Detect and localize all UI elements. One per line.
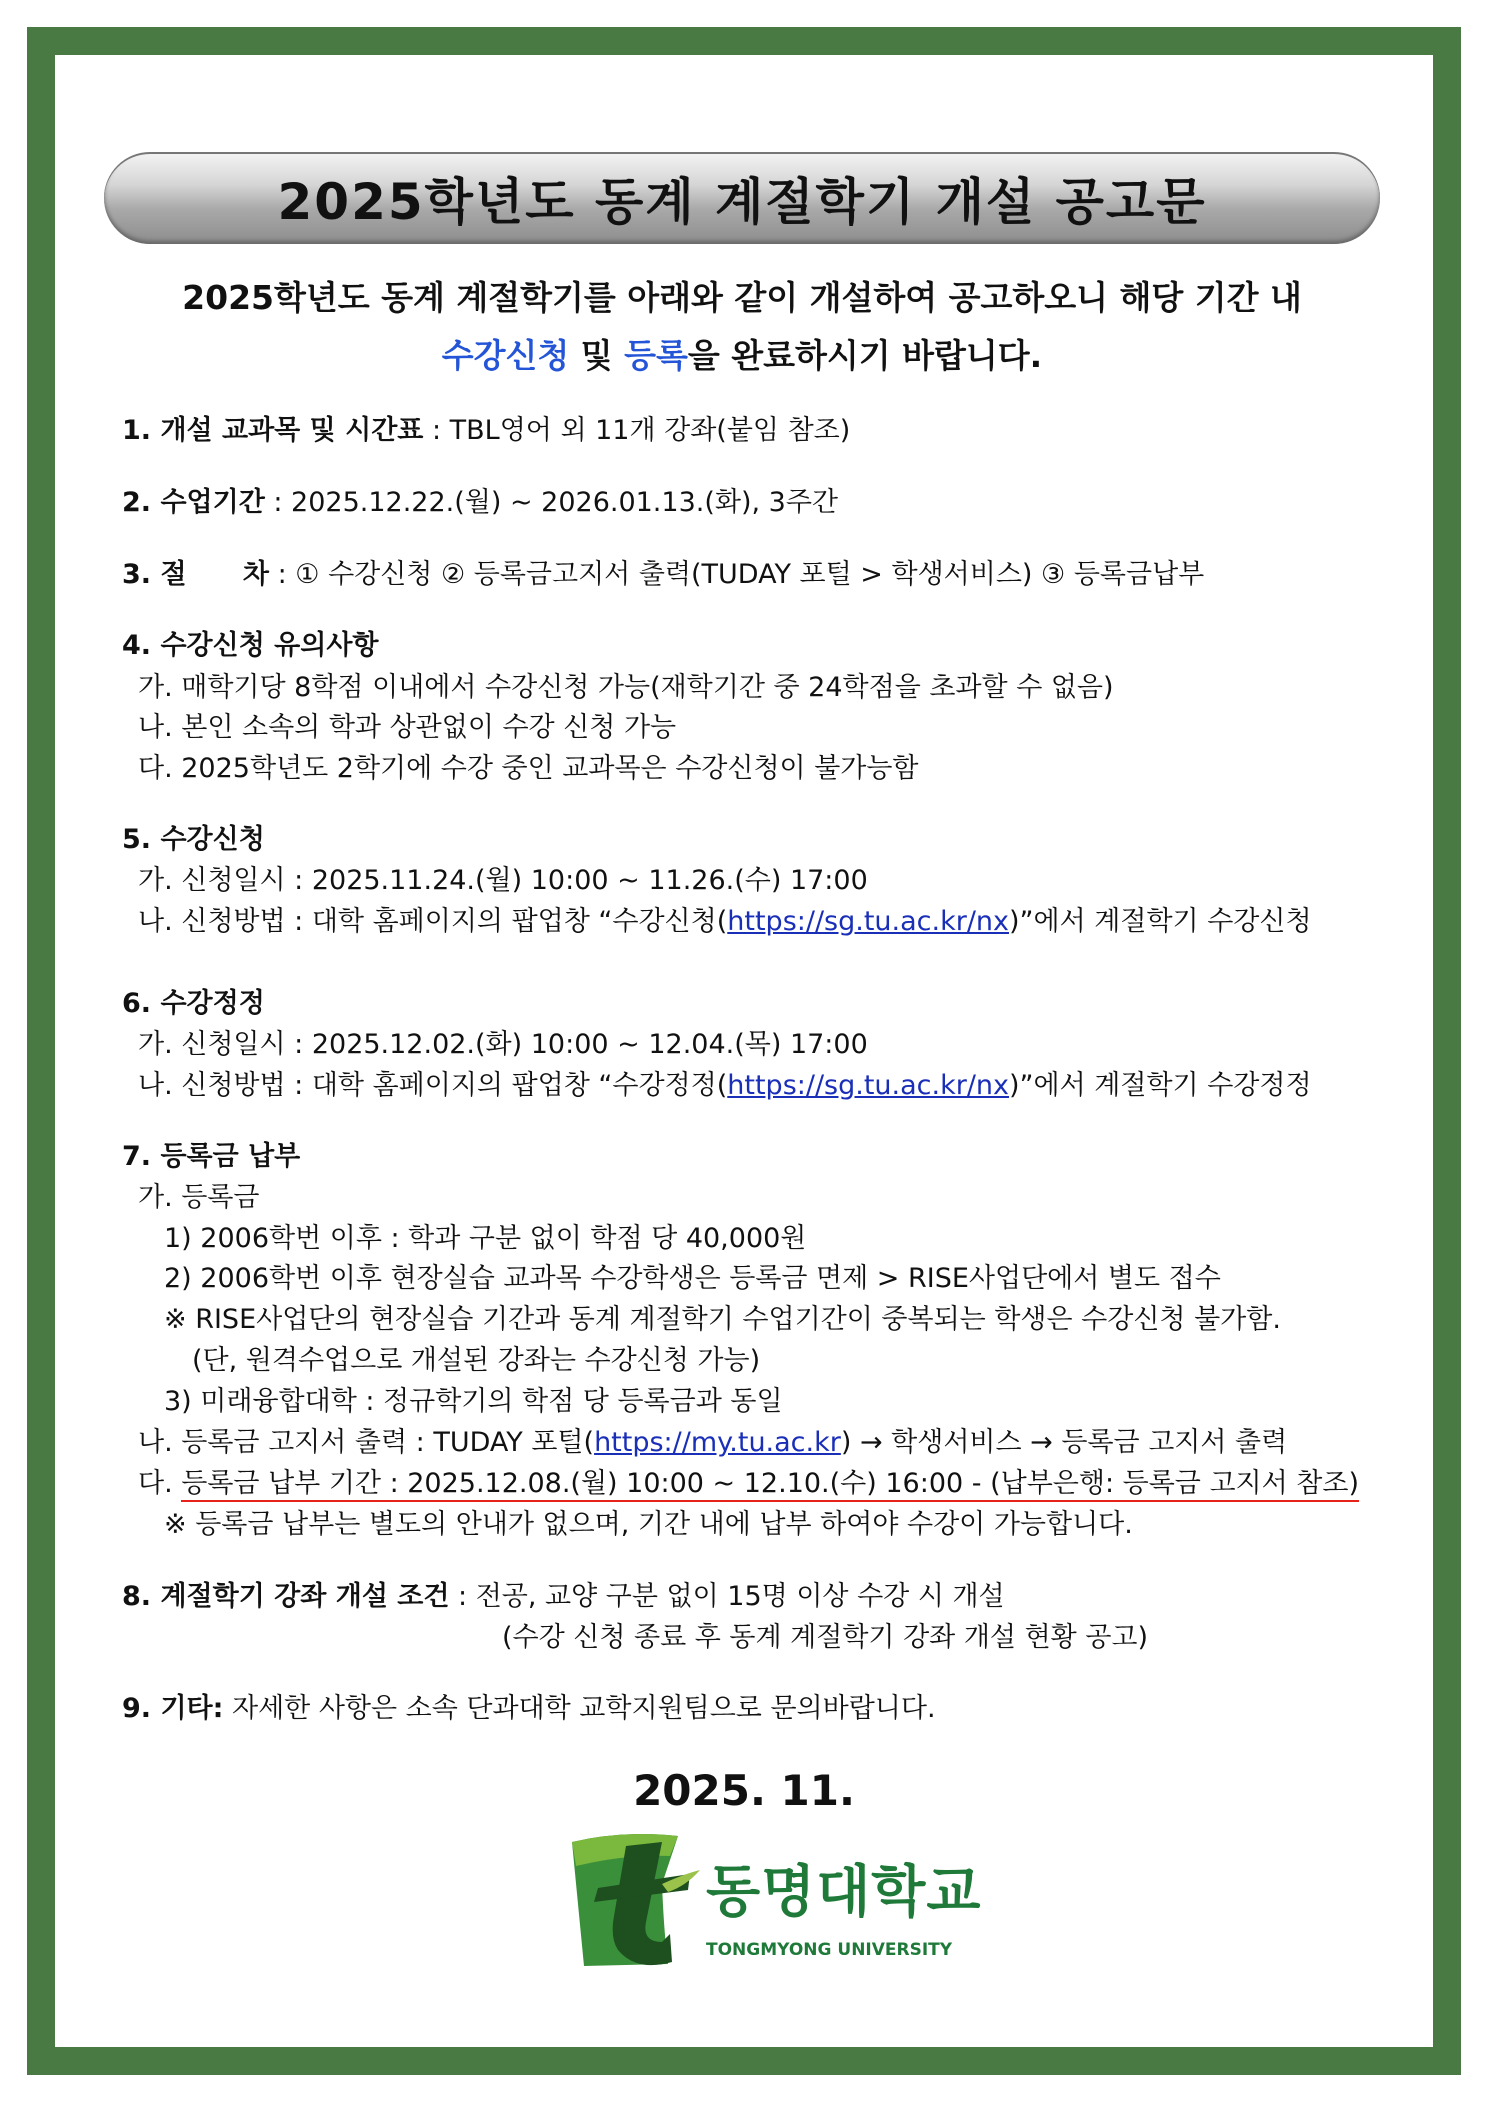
section-7-item-c-label: 다. (138, 1468, 182, 1499)
correction-link[interactable]: https://sg.tu.ac.kr/nx (727, 1070, 1010, 1101)
section-1 (122, 414, 850, 448)
section-7-head: 7. 등록금 납부 (122, 1141, 301, 1172)
section-1-head: 1. 개설 교과목 및 시간표 (122, 415, 424, 446)
section-2 (122, 486, 838, 520)
section-2-head: 2. 수업기간 (122, 487, 265, 518)
section-9-head: 9. 기타: (122, 1693, 224, 1724)
intro-enrollment-word: 등록 (624, 336, 688, 375)
section-7-item-b (138, 1426, 1287, 1460)
section-7-item-a: 가. 등록금 (138, 1182, 260, 1213)
portal-link[interactable]: https://my.tu.ac.kr (594, 1427, 841, 1458)
section-6-item-a: 가. 신청일시 : 2025.12.02.(화) 10:00 ~ 12.04.(목) 17:00 (138, 1029, 868, 1060)
section-7-payment-period: 등록금 납부 기간 : 2025.12.08.(월) 10:00 ~ 12.10.(수) 16:00 - (납부은행: 등록금 고지서 참조) (181, 1468, 1359, 1502)
section-6-method-text: 나. 신청방법 : 대학 홈페이지의 팝업창 “수강정정( (138, 1070, 728, 1101)
section-5-method-tail: )”에서 계절학기 수강신청 (1009, 906, 1312, 937)
section-8-head: 8. 계절학기 강좌 개설 조건 (122, 1581, 450, 1612)
section-7-note-1: ※ RISE사업단의 현장실습 기간과 동계 계절학기 수업기간이 중복되는 학생은 수강신청 불가함. (164, 1304, 1281, 1335)
section-7-item-a1: 1) 2006학번 이후 : 학과 구분 없이 학점 당 40,000원 (164, 1223, 807, 1254)
section-7-notice-text: 나. 등록금 고지서 출력 : TUDAY 포털( (138, 1427, 595, 1458)
intro-tail: 을 완료하시기 바랍니다. (687, 336, 1043, 375)
intro-text-1: 2025학년도 동계 계절학기를 아래와 같이 개설하여 공고하오니 해당 기간 내 (182, 278, 1302, 317)
section-7-notice-tail: ) → 학생서비스 → 등록금 고지서 출력 (840, 1427, 1288, 1458)
section-5-item-a: 가. 신청일시 : 2025.11.24.(월) 10:00 ~ 11.26.(수) 17:00 (138, 865, 868, 896)
section-4-item-b: 나. 본인 소속의 학과 상관없이 수강 신청 가능 (138, 712, 677, 743)
section-6-method-tail: )”에서 계절학기 수강정정 (1009, 1070, 1312, 1101)
registration-link[interactable]: https://sg.tu.ac.kr/nx (727, 906, 1010, 937)
section-7-item-a3: 3) 미래융합대학 : 정규학기의 학점 당 등록금과 동일 (164, 1386, 783, 1417)
university-emblem-icon (566, 1826, 706, 1976)
section-1-body: : TBL영어 외 11개 강좌(붙임 참조) (423, 415, 851, 446)
section-9 (122, 1692, 936, 1726)
section-6-item-b (138, 1069, 1312, 1103)
section-5-head: 5. 수강신청 (122, 824, 265, 855)
section-4-item-a: 가. 매학기당 8학점 이내에서 수강신청 가능(재학기간 중 24학점을 초과할 수 없음) (138, 672, 1114, 703)
section-9-body: 자세한 사항은 소속 단과대학 교학지원팀으로 문의바랍니다. (223, 1693, 936, 1724)
intro-line-2 (104, 330, 1380, 377)
section-3-head: 3. 절 차 (122, 559, 270, 590)
section-8-body: : 전공, 교양 구분 없이 15명 이상 수강 시 개설 (449, 1581, 1005, 1612)
section-8-body-2: (수강 신청 종료 후 동계 계절학기 강좌 개설 현황 공고) (502, 1622, 1149, 1653)
section-4-item-c: 다. 2025학년도 2학기에 수강 중인 교과목은 수강신청이 불가능함 (138, 753, 919, 784)
notice-date: 2025. 11. (633, 1766, 855, 1815)
section-7-item-c (138, 1467, 1359, 1501)
section-5-method-text: 나. 신청방법 : 대학 홈페이지의 팝업창 “수강신청( (138, 906, 728, 937)
section-7-note-3: ※ 등록금 납부는 별도의 안내가 없으며, 기간 내에 납부 하여야 수강이 가능합니다. (164, 1509, 1133, 1540)
section-5-item-b (138, 905, 1312, 939)
title-banner (104, 152, 1380, 244)
emblem-letter: t (566, 1826, 567, 1827)
section-7-note-2: (단, 원격수업으로 개설된 강좌는 수강신청 가능) (192, 1345, 761, 1376)
university-name-ko: 동명대학교 (706, 1860, 982, 1925)
intro-and: 및 (569, 336, 625, 375)
section-8 (122, 1580, 1005, 1614)
section-6-head: 6. 수강정정 (122, 988, 265, 1019)
section-2-body: : 2025.12.22.(월) ~ 2026.01.13.(화), 3주간 (264, 487, 838, 518)
section-4-head: 4. 수강신청 유의사항 (122, 630, 379, 661)
section-7-item-a2: 2) 2006학번 이후 현장실습 교과목 수강학생은 등록금 면제 > RISE사업단에서 별도 접수 (164, 1263, 1221, 1294)
section-3-body: : ① 수강신청 ② 등록금고지서 출력(TUDAY 포털 > 학생서비스) ③ 등록금납부 (269, 559, 1205, 590)
section-3 (122, 558, 1204, 592)
university-logo (566, 1826, 982, 1976)
university-name-en: TONGMYONG UNIVERSITY (706, 1940, 953, 1960)
intro-registration-word: 수강신청 (441, 336, 570, 375)
page-title: 2025학년도 동계 계절학기 개설 공고문 (277, 173, 1207, 231)
intro-line-1 (104, 272, 1380, 319)
